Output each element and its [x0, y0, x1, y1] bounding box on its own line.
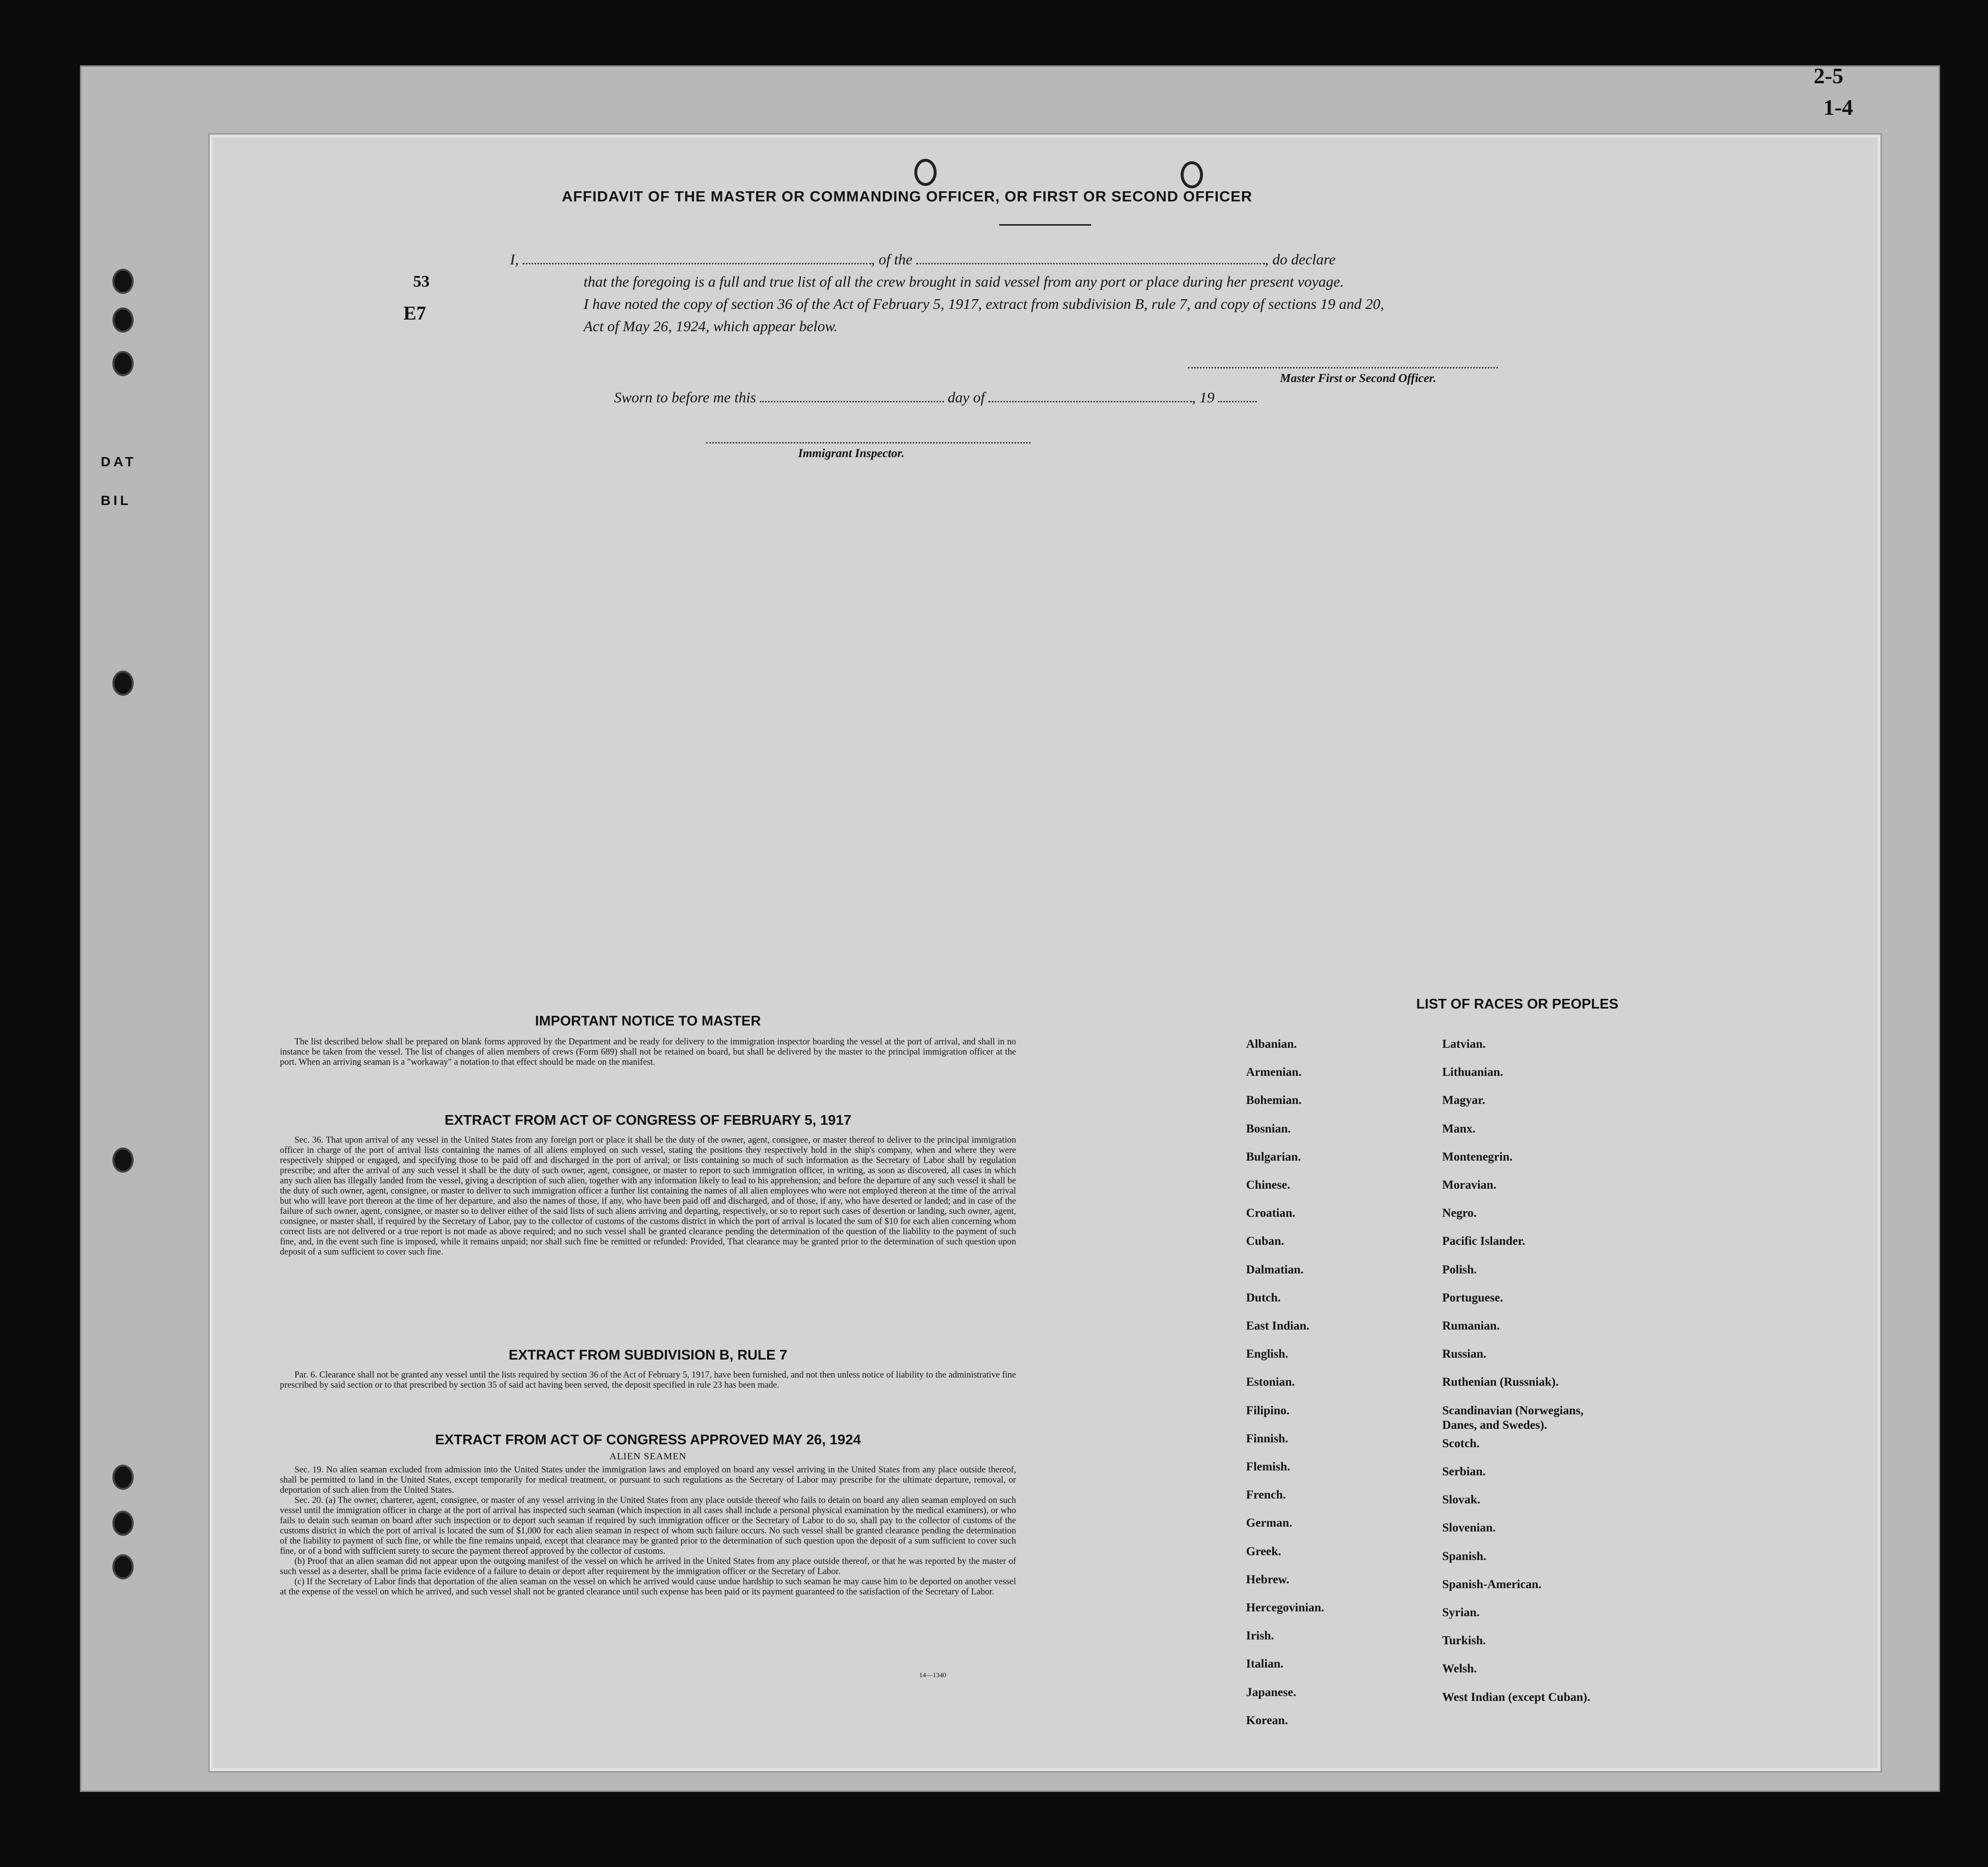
race-item: Chinese.: [1246, 1178, 1290, 1192]
binder-hole: [112, 671, 134, 696]
sworn-text: Sworn to before me this: [614, 389, 756, 406]
year-text: , 19: [1192, 389, 1215, 406]
binder-hole: [112, 1465, 134, 1490]
race-item: Spanish-American.: [1442, 1577, 1541, 1591]
extract-1917-section: [280, 1113, 1016, 1257]
race-item: Spanish.: [1442, 1549, 1487, 1563]
race-item: Italian.: [1246, 1657, 1284, 1671]
inspector-label: Immigrant Inspector.: [798, 447, 905, 460]
affidavit-line-2: that the foregoing is a full and true list of all the crew brought in said vessel from any port or place during her present voyage.: [584, 273, 1344, 290]
master-signature-line: [1188, 367, 1498, 368]
race-item: Croatian.: [1246, 1207, 1295, 1220]
master-label: Master First or Second Officer.: [1280, 372, 1436, 385]
back-header-dat: DAT: [101, 454, 137, 469]
month-blank: [988, 401, 1192, 402]
race-item: Rumanian.: [1442, 1319, 1500, 1332]
race-item: Polish.: [1442, 1263, 1477, 1276]
extract-1924-section: [280, 1432, 1016, 1597]
race-item: Portuguese.: [1442, 1291, 1503, 1304]
race-item: Dalmatian.: [1246, 1263, 1304, 1276]
divider: [999, 224, 1091, 226]
race-item: English.: [1246, 1347, 1288, 1361]
race-item: East Indian.: [1246, 1319, 1310, 1332]
affidavit-title: AFFIDAVIT OF THE MASTER OR COMMANDING OFFICER, OR FIRST OR SECOND OFFICER: [561, 188, 1253, 205]
races-title: LIST OF RACES OR PEOPLES: [1416, 996, 1618, 1012]
sec20c-text: (c) If the Secretary of Labor finds that deportation of the alien seaman on the vessel on which he arrived would cause undue hardship to such seaman he may cause him to be deported on another vessel at the expense of the vessel on which he arrived, and such vessel shall not be granted clearance until such expense has been paid or its payment guaranteed to the satisfaction of the Secretary of Labor.: [280, 1577, 1016, 1597]
back-header-bil: BIL: [101, 493, 132, 508]
sec20a-text: Sec. 20. (a) The owner, charterer, agent, consignee, or master of any vessel arriving in the United States from any place outside thereof who fails to detain on board any alien seaman employed on such vessel until the immigration officer in charge at the port of arrival has inspected such seaman (which inspection in all cases shall include a personal physical examination by the medical examiners), or who fails to detain such seaman on board after such inspection or to deport such seaman if required by such immigration officer or the Secretary of Labor to do so, shall pay to the collector of customs of the customs district in which the port of arrival is located the sum of $1,000 for each alien seaman in respect of whom such failure occurs. No such vessel shall be granted clearance pending the determination of the liability to payment of such fine, or while the fine remains unpaid, except that clearance may be granted prior to the determination of such question upon the deposit of a sum sufficient to cover such fine, or of a bond with sufficient surety to secure the payment thereof approved by the collector of customs.: [280, 1496, 1016, 1556]
race-item: Irish.: [1246, 1629, 1274, 1643]
race-item: French.: [1246, 1488, 1286, 1502]
handwritten-note: 1-4: [1823, 95, 1853, 120]
affidavit-line-1: [510, 248, 1750, 271]
race-item: Bosnian.: [1246, 1122, 1291, 1135]
binder-hole: [112, 1148, 134, 1173]
extract-1917-text: Sec. 36. That upon arrival of any vessel in the United States from any foreign port or place it shall be the duty of the owner, agent, consignee, or master thereof to deliver to the principal immigration officer in charge of the port of arrival lists containing the names of all aliens employed on such vessel, stating the positions they respectively hold in the ship's company, when and where they were respectively shipped or engaged, and specifying those to be paid off and discharged in the port of arrival; or lists containing so much of such information as the Secretary of Labor shall by regulation prescribe; and after the arrival of any such vessel it shall be the duty of such owner, agent, consignee, or master to report to such immigration officer, in writing, as soon as discovered, all cases in which any such alien has illegally landed from the vessel, giving a description of such alien, together with any information likely to lead to his apprehension; and before the departure of any such vessel it shall be the duty of such owner, agent, consignee, or master to deliver to such immigration officer a further list containing the names of all alien employees who were not employed thereon at the time of the arrival but who will leave port thereon at the time of her departure, and also the names of those, if any, who have been paid off and discharged, and of those, if any, who have deserted or landed; and in case of the failure of such owner, agent, consignee, or master so to deliver either of the said lists of such aliens arriving and departing, respectively, or so to report such cases of desertion or landing, such owner, agent, consignee, or master shall, if required by the Secretary of Labor, pay to the collector of customs of the customs district in which the port of arrival is located the sum of $10 for each alien concerning whom correct lists are not delivered or a true report is not made as above required; and no such vessel shall be granted clearance pending the determination of the question of the liability to the payment of such fine, and, in the event such fine is imposed, while it remains unpaid; nor shall such fine be remitted or refunded: Provided, That clearance may be granted prior to the determination of such question upon deposit of a sum sufficient to cover such fine.: [280, 1135, 1016, 1257]
race-item: Manx.: [1442, 1122, 1476, 1135]
sec19-text: Sec. 19. No alien seaman excluded from admission into the United States under the immigration laws and employed on board any vessel arriving in the United States from any place outside thereof, shall be permitted to land in the United States, except temporarily for medical treatment, or pursuant to such regulations as the Secretary of Labor may prescribe for the ultimate departure, removal, or deportation of such alien from the United States.: [280, 1465, 1016, 1495]
binder-hole: [112, 1554, 134, 1579]
race-item: Armenian.: [1246, 1066, 1302, 1079]
notice-text: The list described below shall be prepared on blank forms approved by the Department and be ready for delivery to the immigration inspector boarding the vessel at the port of arrival, and shall in no instance be taken from the vessel. The list of changes of alien members of crews (Form 689) shall not be retained on board, but shall be delivered by the master to the principal immigration officer at the port. When an arriving seaman is a "workaway" a notation to that effect should be made on the manifest.: [280, 1037, 1016, 1067]
race-item: Negro.: [1442, 1207, 1477, 1220]
race-item: Danes, and Swedes).: [1442, 1418, 1547, 1432]
binder-hole: [112, 307, 134, 333]
handwritten-note: 53: [413, 273, 430, 291]
race-item: Ruthenian (Russniak).: [1442, 1376, 1559, 1389]
race-item: Estonian.: [1246, 1376, 1295, 1389]
year-blank: [1218, 401, 1257, 402]
race-item: West Indian (except Cuban).: [1442, 1690, 1590, 1704]
race-item: Japanese.: [1246, 1685, 1296, 1699]
race-item: Scotch.: [1442, 1437, 1480, 1450]
binder-hole: [112, 269, 134, 294]
punch-ring: [1181, 161, 1203, 188]
race-item: Hercegovinian.: [1246, 1601, 1325, 1614]
race-item: German.: [1246, 1516, 1293, 1530]
name-blank: [523, 263, 871, 264]
handwritten-note: E7: [403, 302, 426, 324]
affidavit-of-the: , of the: [871, 251, 913, 268]
notice-section: [280, 1013, 1016, 1068]
extract-rule7-text: Par. 6. Clearance shall not be granted any vessel until the lists required by section 36 of the Act of February 5, 1917, have been furnished, and not then unless notice of liability to the administrative fine prescribed by said section or to that prescribed by section 35 of said act having been served, the deposit specified in rule 23 has been made.: [280, 1370, 1016, 1390]
race-item: Turkish.: [1442, 1634, 1486, 1648]
race-item: Albanian.: [1246, 1038, 1297, 1051]
race-item: Magyar.: [1442, 1094, 1485, 1107]
race-item: Lithuanian.: [1442, 1066, 1503, 1079]
affidavit-line-4: Act of May 26, 1924, which appear below.: [584, 318, 838, 335]
affidavit-line-3: I have noted the copy of section 36 of the Act of February 5, 1917, extract from subdivision B, rule 7, and copy of sections 19 and 20,: [584, 295, 1385, 312]
race-item: Bulgarian.: [1246, 1150, 1301, 1163]
race-item: Cuban.: [1246, 1235, 1284, 1248]
race-item: Slovenian.: [1442, 1521, 1496, 1535]
race-item: Serbian.: [1442, 1465, 1486, 1478]
handwritten-note: 2-5: [1814, 63, 1844, 88]
affidavit-declare: , do declare: [1264, 251, 1336, 268]
binder-hole: [112, 351, 134, 376]
form-number: 14—1340: [919, 1672, 946, 1679]
notice-title: IMPORTANT NOTICE TO MASTER: [535, 1013, 761, 1029]
race-item: Finnish.: [1246, 1432, 1288, 1445]
race-item: Flemish.: [1246, 1460, 1290, 1473]
extract-rule7-title: EXTRACT FROM SUBDIVISION B, RULE 7: [509, 1347, 787, 1363]
punch-ring: [914, 159, 937, 186]
race-item: Dutch.: [1246, 1291, 1281, 1304]
race-item: Scandinavian (Norwegians,: [1442, 1404, 1584, 1417]
race-item: Greek.: [1246, 1545, 1281, 1558]
binder-hole: [112, 1511, 134, 1536]
race-item: Hebrew.: [1246, 1573, 1290, 1586]
inspector-signature-line: [706, 442, 1031, 444]
race-item: Pacific Islander.: [1442, 1235, 1526, 1248]
race-item: Welsh.: [1442, 1662, 1477, 1676]
race-item: Filipino.: [1246, 1404, 1290, 1417]
race-item: Slovak.: [1442, 1493, 1480, 1507]
race-item: Moravian.: [1442, 1178, 1496, 1192]
race-item: Syrian.: [1442, 1606, 1480, 1619]
vessel-blank: [916, 263, 1265, 264]
sec20b-text: (b) Proof that an alien seaman did not appear upon the outgoing manifest of the vessel on which he arrived in the United States from any place outside thereof, or that he was reported by the master of such vessel as a deserter, shall be prima facie evidence of a failure to detain or deport after requirement by the immigration officer or the Secretary of Labor.: [280, 1557, 1016, 1576]
race-item: Latvian.: [1442, 1038, 1486, 1051]
extract-rule7-section: [280, 1347, 1016, 1391]
affidavit-page: [208, 133, 1882, 1773]
day-of-text: day of: [947, 389, 985, 406]
extract-1924-title: EXTRACT FROM ACT OF CONGRESS APPROVED MAY 26, 1924: [435, 1432, 861, 1448]
race-item: Bohemian.: [1246, 1094, 1302, 1107]
alien-seamen-subtitle: ALIEN SEAMEN: [609, 1451, 687, 1462]
race-item: Montenegrin.: [1442, 1150, 1513, 1163]
sworn-line: [614, 386, 1534, 409]
race-item: Russian.: [1442, 1347, 1487, 1361]
extract-1917-title: EXTRACT FROM ACT OF CONGRESS OF FEBRUARY 5, 1917: [444, 1113, 852, 1128]
affidavit-i: I,: [510, 251, 519, 268]
race-item: Korean.: [1246, 1714, 1288, 1727]
day-blank: [760, 401, 944, 402]
